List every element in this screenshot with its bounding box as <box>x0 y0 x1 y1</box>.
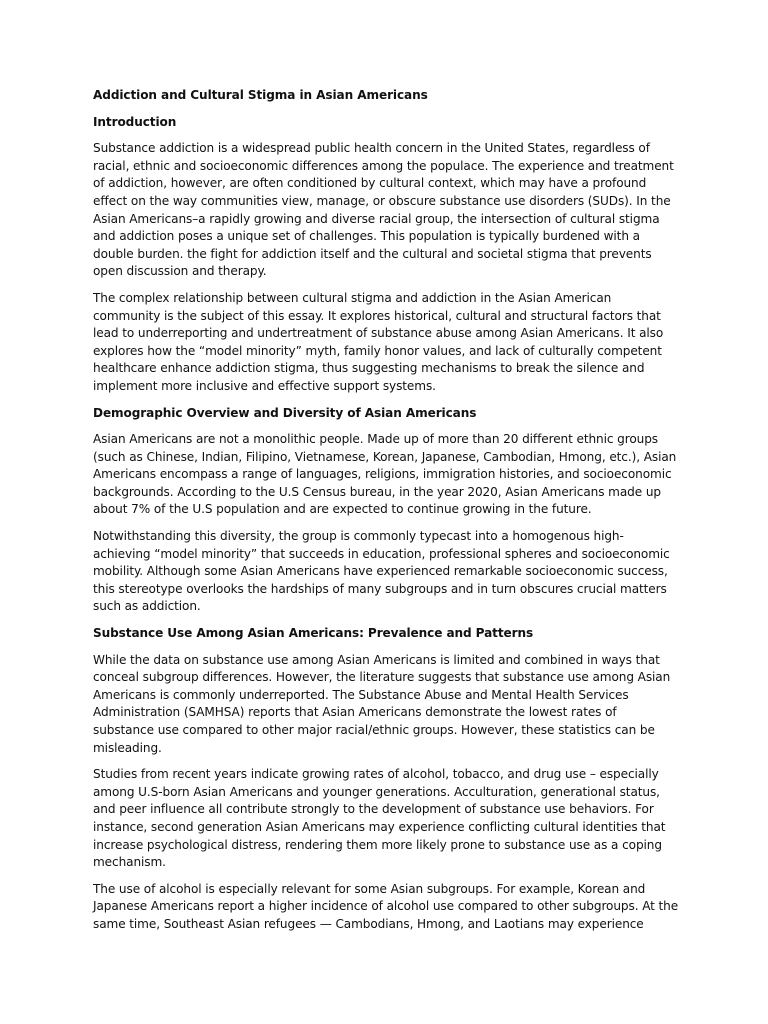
paragraph: Notwithstanding this diversity, the group is commonly typecast into a homogenous high-achieving “model minority” that succeeds in education, professional spheres and socioeconomic mobility. Although some Asian Americans have experienced remarkable socioeconomic success, this stereotype overlooks the hardships of many subgroups and in turn obscures crucial matters such as addiction. <box>93 529 670 614</box>
paragraph: Studies from recent years indicate growing rates of alcohol, tobacco, and drug use – especially among U.S-born Asian Americans and younger generations. Acculturation, generational status, and peer influence all contribute strongly to the development of substance use behaviors. For instance, second generation Asian Americans may experience conflicting cultural identities that increase psychological distress, rendering them more likely prone to substance use as a coping mechanism. <box>93 767 666 870</box>
paragraph: While the data on substance use among Asian Americans is limited and combined in ways that conceal subgroup differences. However, the literature suggests that substance use among Asian Americans is commonly underreported. The Substance Abuse and Mental Health Services Administration (SAMHSA) reports that Asian Americans demonstrate the lowest rates of substance use compared to other major racial/ethnic groups. However, these statistics can be misleading. <box>93 652 671 755</box>
section-heading-introduction: Introduction <box>93 114 177 129</box>
paragraph: The complex relationship between cultural stigma and addiction in the Asian American community is the subject of this essay. It explores historical, cultural and structural factors that lead to underreporting and undertreatment of substance abuse among Asian Americans. It also explores how the “model minority” myth, family honor values, and lack of culturally competent healthcare enhance addiction stigma, thus suggesting mechanisms to break the silence and implement more inclusive and effective support systems. <box>93 290 664 393</box>
section-heading-substance-use: Substance Use Among Asian Americans: Prevalence and Patterns <box>93 626 534 641</box>
section-heading-demographics: Demographic Overview and Diversity of Asian Americans <box>93 405 477 420</box>
document-body <box>93 87 679 943</box>
document-title: Addiction and Cultural Stigma in Asian Americans <box>93 88 428 102</box>
paragraph: Substance addiction is a widespread public health concern in the United States, regardless of racial, ethnic and socioeconomic differences among the populace. The experience and treatment of addiction, however, are often conditioned by cultural context, which may have a profound effect on the way communities view, manage, or obscure substance use disorders (SUDs). In the Asian Americans–a rapidly growing and diverse racial group, the intersection of cultural stigma and addiction poses a unique set of challenges. This population is typically burdened with a double burden. the fight for addiction itself and the cultural and societal stigma that prevents open discussion and therapy. <box>93 141 674 279</box>
paragraph: Asian Americans are not a monolithic people. Made up of more than 20 different ethnic groups (such as Chinese, Indian, Filipino, Vietnamese, Korean, Japanese, Cambodian, Hmong, etc.), Asian Americans encompass a range of languages, religions, immigration histories, and socioeconomic backgrounds. According to the U.S Census bureau, in the year 2020, Asian Americans made up about 7% of the U.S population and are expected to continue growing in the future. <box>93 432 677 517</box>
paragraph: The use of alcohol is especially relevant for some Asian subgroups. For example, Korean and Japanese Americans report a higher incidence of alcohol use compared to other subgroups. At the same time, Southeast Asian refugees — Cambodians, Hmong, and Laotians may experience <box>93 881 679 931</box>
